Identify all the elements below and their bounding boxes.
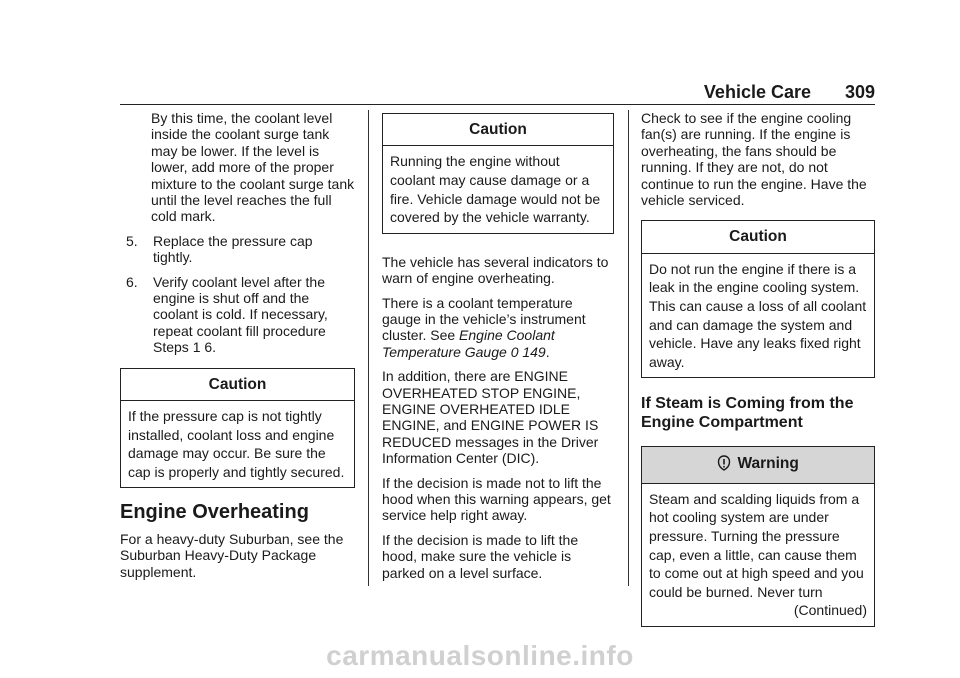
step-item: [120, 274, 355, 356]
caution-body: Running the engine without coolant may cause damage or a fire. Vehicle damage would not be covered by the vehicle warranty.: [390, 153, 601, 226]
caution-title: Caution: [383, 114, 613, 146]
step-continuation: By this time, the coolant level inside the coolant surge tank may be lower. If the level is lower, add more of the proper mixture to the coolant surge tank until the level reaches the full cold mark.: [151, 110, 355, 225]
column-3: [641, 110, 875, 627]
page-header: [120, 82, 875, 105]
caution-box: [641, 220, 875, 378]
column-divider: [368, 110, 369, 586]
paragraph: The vehicle has several indicators to warn of engine overheating.: [382, 253, 609, 287]
column-divider: [628, 110, 629, 586]
section-heading: If Steam is Coming from the Engine Compartment: [641, 395, 854, 432]
watermark: carmanualsonline.info: [326, 640, 634, 671]
paragraph: Check to see if the engine cooling fan(s) are running. If the engine is overheating, the fans should be running. If they are not, do not continue to run the engine. Have the vehicle serviced.: [641, 110, 867, 209]
caution-title: Caution: [642, 221, 874, 253]
page-number: 309: [844, 82, 875, 102]
column-1: [120, 110, 355, 588]
section-title: Vehicle Care: [703, 82, 811, 102]
step-text: Replace the pressure cap tightly.: [153, 232, 313, 266]
warning-title-bar: [642, 447, 874, 483]
caution-body: If the pressure cap is not tightly installed, coolant loss and engine damage may occur. Be sure the cap is properly and tightly secured.: [128, 408, 345, 480]
warning-text: Steam and scalding liquids from a hot cooling system are under pressure. Turning the pressure cap, even a little, can cause them to come out at high speed and you could be burned. Never turn: [649, 490, 864, 600]
step-number: 6.: [126, 273, 138, 290]
step-number: 5.: [126, 232, 138, 249]
step-text: Verify coolant level after the engine is shut off and the coolant is cold. If necessary, repeat coolant fill procedure Steps 1 6.: [153, 273, 328, 356]
cross-reference-link[interactable]: Engine Coolant Temperature Gauge: [382, 327, 555, 360]
warning-body: [642, 484, 874, 626]
warning-title: Warning: [737, 455, 799, 473]
continued-label: (Continued): [793, 602, 867, 619]
caution-body: Do not run the engine if there is a leak in the engine cooling system. This can cause a loss of all coolant and can damage the system and vehicle. Have any leaks fixed right away.: [649, 260, 867, 370]
caution-box: [120, 368, 355, 489]
paragraph: There is a coolant temperature gauge in the vehicle’s instrument cluster. See Engine Coolant Temperature Gauge 0 149.: [382, 294, 586, 360]
page-reference[interactable]: 0 149: [510, 343, 546, 360]
paragraph: If the decision is made not to lift the hood when this warning appears, get service help right away.: [382, 474, 611, 524]
caution-title: Caution: [121, 369, 354, 401]
paragraph: If the decision is made to lift the hood, make sure the vehicle is parked on a level surface.: [382, 531, 579, 581]
paragraph: In addition, there are ENGINE OVERHEATED STOP ENGINE, ENGINE OVERHEATED IDLE ENGINE, and ENGINE POWER IS REDUCED messages in the Driver Information Center (DIC).: [382, 368, 599, 467]
step-item: [120, 233, 355, 266]
warning-icon: [717, 455, 731, 475]
caution-box: [382, 113, 614, 234]
section-heading: Engine Overheating: [120, 501, 309, 524]
column-2: [382, 110, 614, 589]
warning-box: [641, 446, 875, 627]
paragraph-text: There is a coolant temperature gauge in the vehicle’s instrument cluster. See: [382, 294, 586, 344]
paragraph: For a heavy-duty Suburban, see the Suburban Heavy-Duty Package supplement.: [120, 530, 344, 580]
